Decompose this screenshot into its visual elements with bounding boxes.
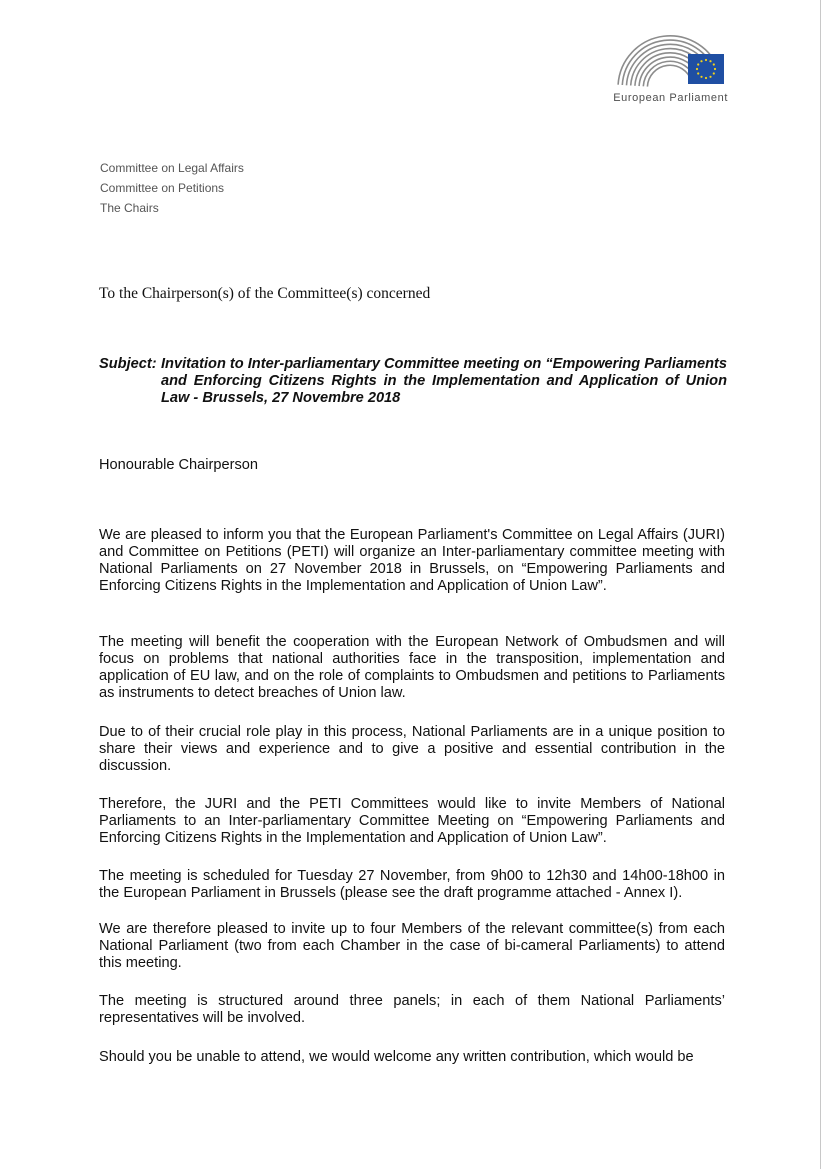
hemicycle-arc [647,65,691,86]
eu-star [696,68,698,70]
sender-line: Committee on Legal Affairs [100,161,244,175]
page-edge [820,0,821,1169]
body-paragraph: Due to of their crucial role play in this process, National Parliaments are in a unique position to share their views and experience and to give a positive and essential contribution in the discussion. [99,724,725,774]
eu-star [705,77,707,79]
eu-star [709,76,711,78]
body-paragraph: We are pleased to inform you that the European Parliament's Committee on Legal Affairs (JURI) and Committee on Petitions (PETI) will organize an Inter-parliamentary committee meeting with National Parliaments on 27 November 2018 in Brussels, on “Empowering Parliaments and Enforcing Citizens Rights in the Implementation and Application of Union Law”. [99,527,725,594]
eu-star [713,63,715,65]
body-paragraph: Therefore, the JURI and the PETI Committees would like to invite Members of National Parliaments to an Inter-parliamentary Committee Meeting on “Empowering Parliaments and Enforcing Citizens Rights in the Implementation and Application of Union Law”. [99,796,725,846]
salutation: Honourable Chairperson [99,457,259,473]
logo-text: European Parliament [613,92,728,104]
body-paragraph: We are therefore pleased to invite up to four Members of the relevant committee(s) from each National Parliament (two from each Chamber in the case of bi-cameral Parliaments) to attend this meeting. [99,921,725,971]
eu-star [714,68,716,70]
subject-block [99,356,727,407]
recipient-line: To the Chairperson(s) of the Committee(s) concerned [99,285,431,302]
subject-label: Subject: [99,356,157,372]
eu-star [700,76,702,78]
sender-block [100,158,244,218]
body-paragraph: The meeting is structured around three panels; in each of them National Parliaments’ representatives will be involved. [99,993,725,1026]
eu-star [700,60,702,62]
eu-star [713,72,715,74]
subject-text: Invitation to Inter-parliamentary Committee meeting on “Empowering Parliaments and Enforcing Citizens Rights in the Implementation and Application of Union Law - Brussels, 27 Novembre 2018 [161,356,728,406]
eu-star [709,60,711,62]
eu-star [697,72,699,74]
hemicycle-flag-icon [612,26,728,92]
body-paragraph: Should you be unable to attend, we would welcome any written contribution, which would be [99,1049,694,1065]
eu-star [705,59,707,61]
body-paragraph: The meeting is scheduled for Tuesday 27 November, from 9h00 to 12h30 and 14h00-18h00 in the European Parliament in Brussels (please see the draft programme attached - Annex I). [99,868,725,901]
sender-line: Committee on Petitions [100,181,225,195]
eu-star [697,63,699,65]
body-paragraph: The meeting will benefit the cooperation with the European Network of Ombudsmen and will focus on problems that national authorities face in the transposition, implementation and application of EU law, and on the role of complaints to Ombudsmen and petitions to Parliaments as instruments to detect breaches of Union law. [99,634,725,701]
eu-flag [688,54,724,84]
sender-line: The Chairs [100,201,159,215]
